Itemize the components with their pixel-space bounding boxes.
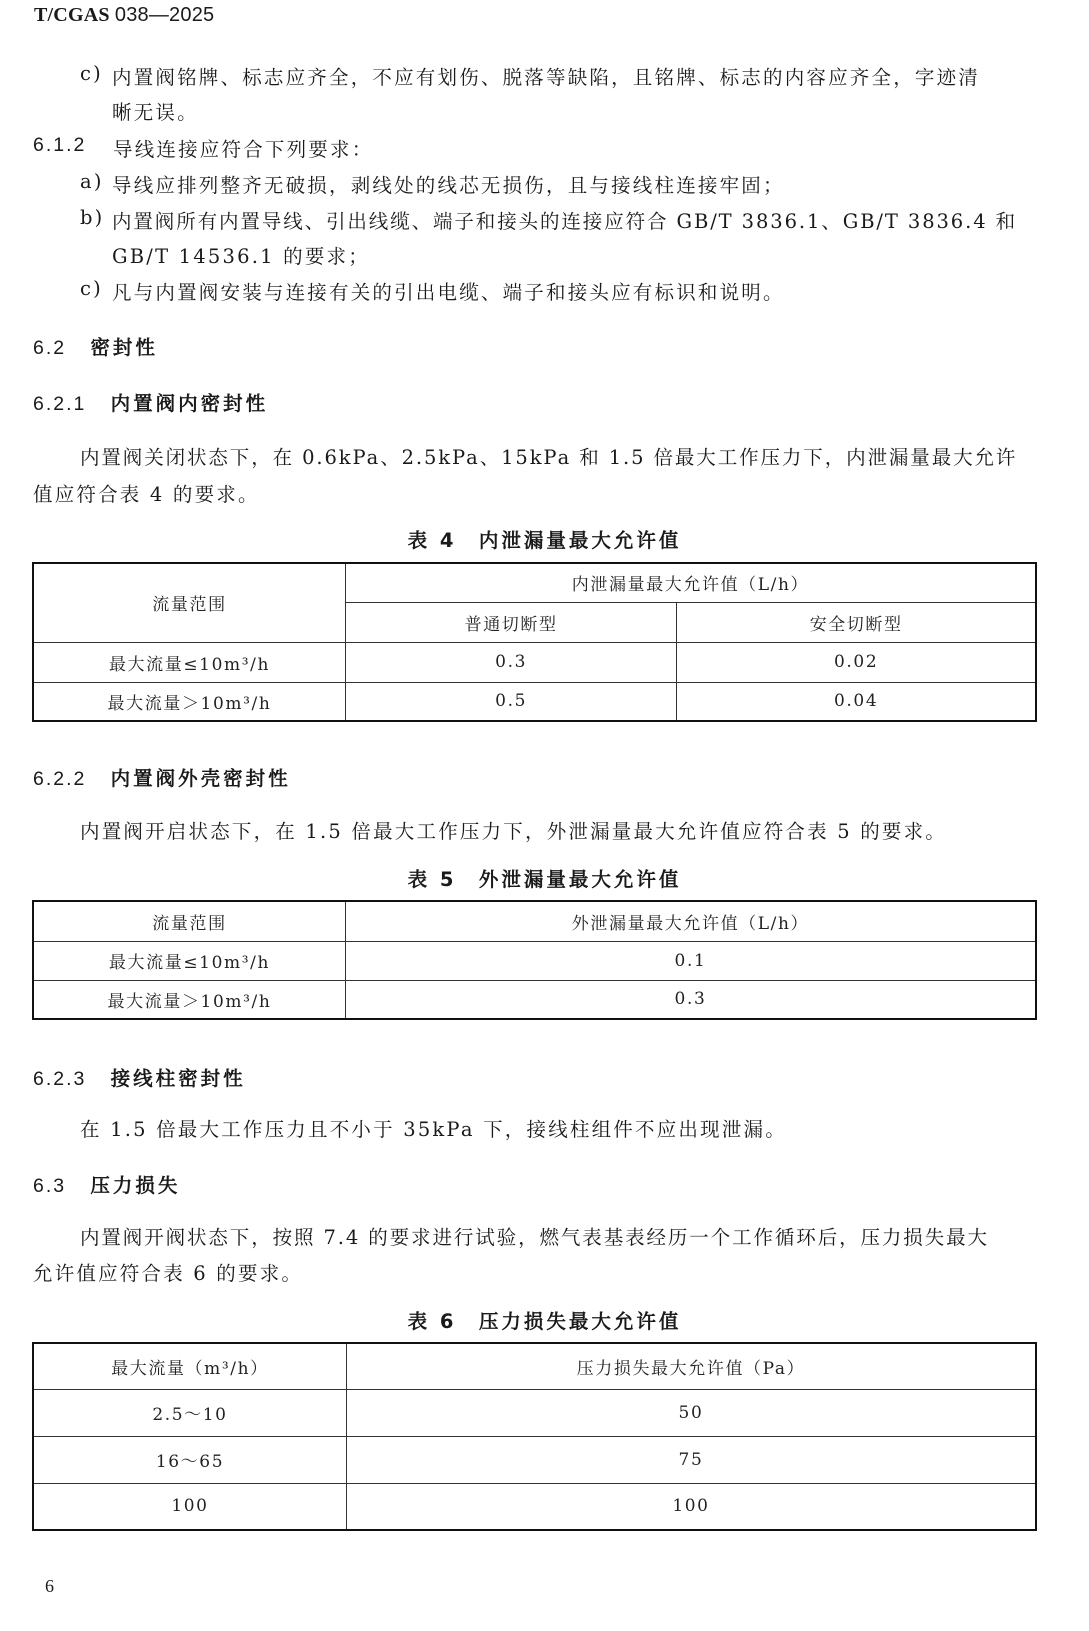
section-title: 密封性 <box>90 336 158 359</box>
table-cell: 2.5～10 <box>33 1389 346 1436</box>
table-cell: 最大流量＞10m³/h <box>33 682 345 721</box>
table-cell: 0.3 <box>345 642 676 682</box>
paragraph-cont: 值应符合表 4 的要求。 <box>33 483 260 506</box>
table-cell: 0.3 <box>345 980 1036 1019</box>
table-header-cell: 普通切断型 <box>345 602 676 642</box>
table-row <box>33 682 1036 721</box>
table-cell: 最大流量≤10m³/h <box>33 941 345 980</box>
list-item-text-cont: GB/T 14536.1 的要求； <box>112 245 370 268</box>
section-title: 压力损失 <box>90 1174 181 1197</box>
paragraph: 在 1.5 倍最大工作压力且不小于 35kPa 下，接线柱组件不应出现泄漏。 <box>80 1118 787 1141</box>
clause-number: 6.1.2 <box>33 134 87 156</box>
section-title: 接线柱密封性 <box>110 1067 246 1090</box>
table-cell: 100 <box>346 1483 1036 1530</box>
section-number: 6.2.2 <box>33 768 87 790</box>
list-marker: b) <box>80 206 105 229</box>
list-marker: c) <box>80 62 103 85</box>
section-heading-6-2-2 <box>33 763 291 791</box>
section-heading-6-2-1 <box>33 388 268 416</box>
table-header-cell: 流量范围 <box>33 563 345 642</box>
paragraph-cont: 允许值应符合表 6 的要求。 <box>33 1262 304 1285</box>
standard-code <box>34 4 214 27</box>
section-heading-6-2 <box>33 332 158 360</box>
table-cell: 16～65 <box>33 1436 346 1483</box>
table-cell: 0.5 <box>345 682 676 721</box>
section-number: 6.2.1 <box>33 393 87 415</box>
paragraph: 内置阀开启状态下，在 1.5 倍最大工作压力下，外泄漏量最大允许值应符合表 5 的要求。 <box>80 820 948 843</box>
list-item-text: 凡与内置阀安装与连接有关的引出电缆、端子和接头应有标识和说明。 <box>112 281 785 304</box>
table-cell: 最大流量≤10m³/h <box>33 642 345 682</box>
table-5 <box>32 900 1037 1020</box>
table-header-group: 内泄漏量最大允许值（L/h） <box>345 563 1036 602</box>
list-item-text: 内置阀铭牌、标志应齐全，不应有划伤、脱落等缺陷，且铭牌、标志的内容应齐全，字迹清 <box>112 66 981 89</box>
table-6 <box>32 1342 1037 1531</box>
table-cell: 100 <box>33 1483 346 1530</box>
table-row <box>33 1389 1036 1436</box>
table-row <box>33 642 1036 682</box>
table-caption: 表 6 压力损失最大允许值 <box>407 1310 682 1333</box>
list-item-text-cont: 晰无误。 <box>112 101 199 124</box>
paragraph: 内置阀关闭状态下，在 0.6kPa、2.5kPa、15kPa 和 1.5 倍最大工作压力下，内泄漏量最大允许 <box>80 446 1018 469</box>
table-cell: 最大流量＞10m³/h <box>33 980 345 1019</box>
table-4 <box>32 562 1037 722</box>
list-marker: c) <box>80 277 103 300</box>
table-row <box>33 1436 1036 1483</box>
section-number: 6.2 <box>33 337 67 359</box>
table-header-cell: 安全切断型 <box>677 602 1036 642</box>
table-row <box>33 1483 1036 1530</box>
clause-text: 导线连接应符合下列要求： <box>113 138 374 161</box>
table-cell: 0.04 <box>677 682 1036 721</box>
table-cell: 0.1 <box>345 941 1036 980</box>
table-caption: 表 4 内泄漏量最大允许值 <box>407 529 682 552</box>
section-heading-6-2-3 <box>33 1063 246 1091</box>
section-number: 6.3 <box>33 1175 67 1197</box>
section-title: 内置阀内密封性 <box>110 392 269 415</box>
list-marker: a) <box>80 170 104 193</box>
table-header-cell: 外泄漏量最大允许值（L/h） <box>345 901 1036 941</box>
list-item-text: 导线应排列整齐无破损，剥线处的线芯无损伤，且与接线柱连接牢固； <box>112 174 785 197</box>
section-number: 6.2.3 <box>33 1068 87 1090</box>
section-heading-6-3 <box>33 1170 180 1198</box>
table-row <box>33 941 1036 980</box>
standard-prefix: T/CGAS <box>34 4 110 26</box>
table-caption: 表 5 外泄漏量最大允许值 <box>407 868 682 891</box>
section-title: 内置阀外壳密封性 <box>110 767 291 790</box>
table-header-cell: 压力损失最大允许值（Pa） <box>346 1343 1036 1389</box>
table-cell: 0.02 <box>677 642 1036 682</box>
table-cell: 50 <box>346 1389 1036 1436</box>
paragraph: 内置阀开阀状态下，按照 7.4 的要求进行试验，燃气表基表经历一个工作循环后，压力损失最大 <box>80 1226 989 1249</box>
page-number: 6 <box>45 1576 54 1596</box>
table-header-cell: 流量范围 <box>33 901 345 941</box>
table-header-cell: 最大流量（m³/h） <box>33 1343 346 1389</box>
table-row <box>33 980 1036 1019</box>
list-item-text: 内置阀所有内置导线、引出线缆、端子和接头的连接应符合 GB/T 3836.1、GB/T 3836.4 和 <box>112 210 1018 233</box>
standard-number: 038—2025 <box>114 4 215 26</box>
table-cell: 75 <box>346 1436 1036 1483</box>
